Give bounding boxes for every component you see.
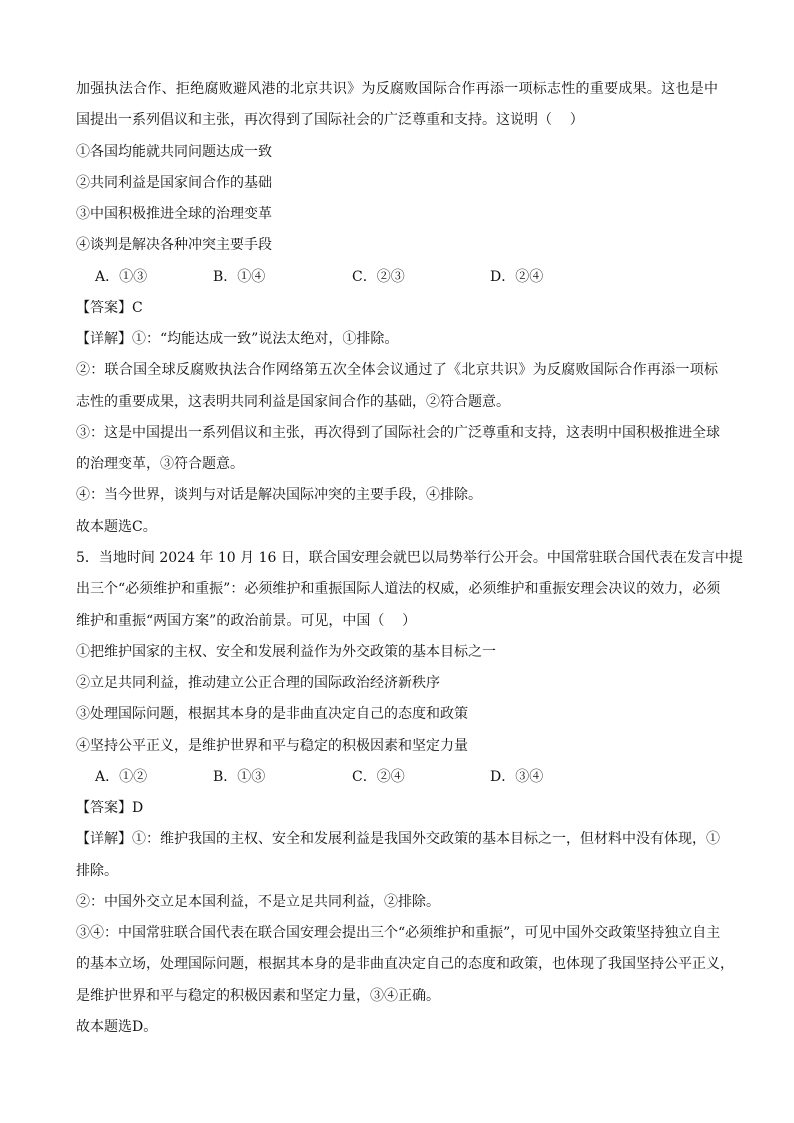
q4-choices xyxy=(76,262,718,293)
q4-explanation-line-6: ④：当今世界，谈判与对话是解决国际冲突的主要手段，④排除。 xyxy=(76,487,482,504)
q4-stem-line-2: 国提出一系列倡议和主张，再次得到了国际社会的广泛尊重和支持。这说明（ ） xyxy=(76,112,584,129)
q5-choices xyxy=(76,762,718,793)
q5-choice-a: A．①② xyxy=(95,768,148,785)
q5-stem-line-3: 维护和重振“两国方案”的政治前景。可见，中国（ ） xyxy=(76,612,417,629)
q5-stem-line-2: 出三个“必须维护和重振”：必须维护和重振国际人道法的权威，必须维护和重振安理会决议的效力，必须 xyxy=(76,581,721,598)
q5-explanation-line-3: ②：中国外交立足本国利益，不是立足共同利益，②排除。 xyxy=(76,893,440,910)
q4-conclusion: 故本题选C。 xyxy=(76,518,157,535)
q5-option-1: ①把维护国家的主权、安全和发展利益作为外交政策的基本目标之一 xyxy=(76,643,496,660)
q5-choice-b: B．①③ xyxy=(213,768,266,785)
q5-explanation-line-4: ③④：中国常驻联合国代表在联合国安理会提出三个“必须维护和重振”，可见中国外交政策坚持独立自主 xyxy=(76,925,721,942)
q5-option-3: ③处理国际问题，根据其本身的是非曲直决定自己的态度和政策 xyxy=(76,706,468,723)
q4-option-1: ①各国均能就共同问题达成一致 xyxy=(76,143,272,160)
q5-option-2: ②立足共同利益，推动建立公正合理的国际政治经济新秩序 xyxy=(76,675,440,692)
q4-stem-line-1: 加强执法合作、拒绝腐败避风港的北京共识》为反腐败国际合作再添一项标志性的重要成果。这也是中 xyxy=(76,81,718,97)
q4-explanation-line-3: 志性的重要成果，这表明共同利益是国家间合作的基础，②符合题意。 xyxy=(76,393,510,410)
q4-option-4: ④谈判是解决各种冲突主要手段 xyxy=(76,237,272,254)
q4-choice-c: C．②③ xyxy=(352,268,405,285)
q4-choice-d: D．②④ xyxy=(490,268,544,285)
q5-option-4: ④坚持公平正义，是维护世界和平与稳定的积极因素和坚定力量 xyxy=(76,737,468,754)
q5-explanation-line-6: 是维护世界和平与稳定的积极因素和坚定力量，③④正确。 xyxy=(76,987,440,1004)
q4-answer: 【答案】C xyxy=(76,299,143,316)
q4-explanation-line-5: 的治理变革，③符合题意。 xyxy=(76,456,244,473)
q5-explanation-line-1: 【详解】①：维护我国的主权、安全和发展利益是我国外交政策的基本目标之一，但材料中没有体现，① xyxy=(76,831,720,848)
q4-explanation-line-1: 【详解】①：“均能达成一致”说法太绝对，①排除。 xyxy=(76,331,399,348)
q4-explanation-line-4: ③：这是中国提出一系列倡议和主张，再次得到了国际社会的广泛尊重和支持，这表明中国积极推进全球 xyxy=(76,424,720,441)
q4-choice-b: B．①④ xyxy=(213,268,266,285)
q5-explanation-line-2: 排除。 xyxy=(76,862,118,879)
q5-choice-d: D．③④ xyxy=(490,768,544,785)
q4-option-2: ②共同利益是国家间合作的基础 xyxy=(76,174,272,191)
q5-answer: 【答案】D xyxy=(76,800,144,817)
q5-stem-line-1: 5．当地时间 2024 年 10 月 16 日，联合国安理会就巴以局势举行公开会。中国常驻联合国代表在发言中提 xyxy=(76,549,743,566)
q4-choice-a: A．①③ xyxy=(95,268,148,285)
q5-explanation-line-5: 的基本立场，处理国际问题，根据其本身的是非曲直决定自己的态度和政策，也体现了我国坚持公平正义， xyxy=(76,956,734,973)
q4-explanation-line-2: ②：联合国全球反腐败执法合作网络第五次全体会议通过了《北京共识》为反腐败国际合作再添一项标 xyxy=(76,362,718,379)
q5-choice-c: C．②④ xyxy=(352,768,405,785)
q5-conclusion: 故本题选D。 xyxy=(76,1018,158,1035)
q4-option-3: ③中国积极推进全球的治理变革 xyxy=(76,206,272,223)
document-content xyxy=(76,74,743,1043)
